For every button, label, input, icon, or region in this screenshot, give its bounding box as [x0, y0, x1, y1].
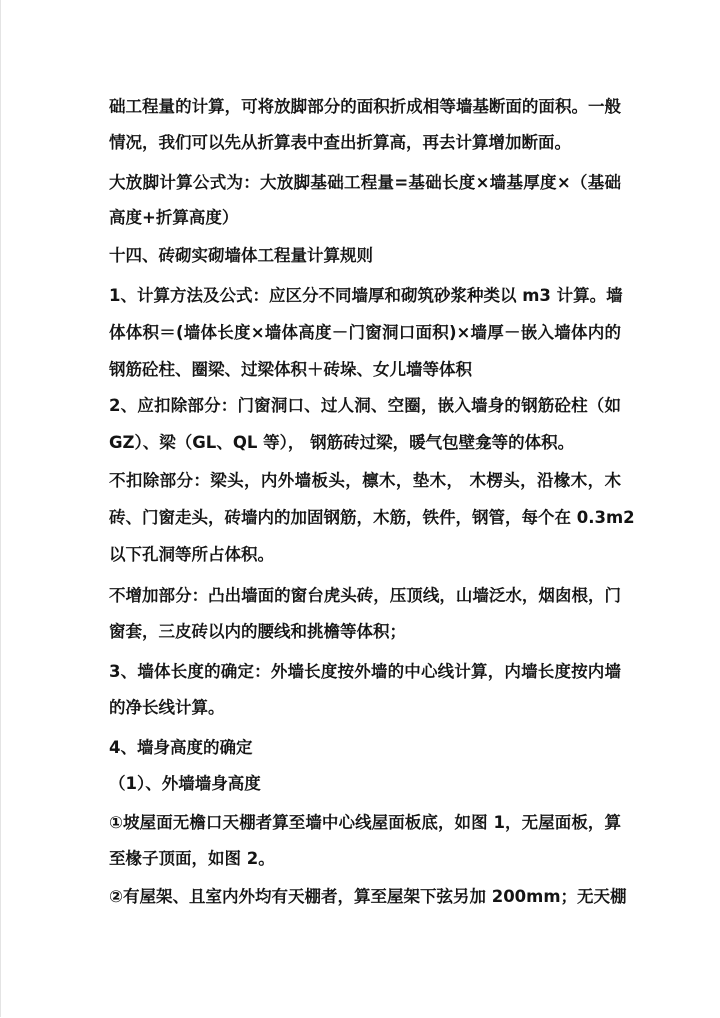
- text-line: 体体积＝(墙体长度×墙体高度－门窗洞口面积)×墙厚－嵌入墙体内的: [109, 323, 621, 342]
- text-line: 情况，我们可以先从折算表中查出折算高，再去计算增加断面。: [109, 133, 571, 152]
- text-line: 础工程量的计算，可将放脚部分的面积折成相等墙基断面的面积。一般: [109, 97, 621, 116]
- text-line: ①坡屋面无檐口天棚者算至墙中心线屋面板底，如图 1，无屋面板，算: [109, 813, 621, 832]
- text-line: 十四、砖砌实砌墙体工程量计算规则: [109, 246, 373, 265]
- text-line: 2、应扣除部分：门窗洞口、过人洞、空圈，嵌入墙身的钢筋砼柱（如: [109, 396, 621, 415]
- text-line: 不扣除部分：梁头，内外墙板头，檩木，垫木， 木楞头，沿椽木，木: [109, 471, 621, 490]
- text-line: 的净长线计算。: [109, 698, 225, 717]
- text-line: 以下孔洞等所占体积。: [109, 545, 274, 564]
- text-line: 3、墙体长度的确定：外墙长度按外墙的中心线计算，内墙长度按内墙: [109, 662, 621, 681]
- text-line: （1）、外墙墙身高度: [109, 774, 261, 793]
- text-line: GZ）、梁（GL、QL 等）， 钢筋砖过梁，暖气包壁龛等的体积。: [109, 433, 575, 452]
- text-line: 窗套，三皮砖以内的腰线和挑檐等体积；: [109, 622, 406, 641]
- text-line: ②有屋架、且室内外均有天棚者，算至屋架下弦另加 200mm；无天棚: [109, 887, 627, 906]
- text-line: 不增加部分：凸出墙面的窗台虎头砖，压顶线，山墙泛水，烟囱根，门: [109, 586, 621, 605]
- text-line: 1、计算方法及公式：应区分不同墙厚和砌筑砂浆种类以 m3 计算。墙: [109, 286, 623, 305]
- text-line: 大放脚计算公式为：大放脚基础工程量=基础长度×墙基厚度×（基础: [109, 173, 621, 192]
- text-line: 4、墙身高度的确定: [109, 738, 253, 757]
- text-line: 高度+折算高度）: [109, 208, 239, 227]
- text-line: 砖、门窗走头，砖墙内的加固钢筋，木筋，铁件，钢管，每个在 0.3m2: [109, 508, 635, 527]
- text-line: 钢筋砼柱、圈梁、过梁体积＋砖垛、女儿墙等体积: [109, 360, 472, 379]
- text-line: 至椽子顶面，如图 2。: [109, 849, 275, 868]
